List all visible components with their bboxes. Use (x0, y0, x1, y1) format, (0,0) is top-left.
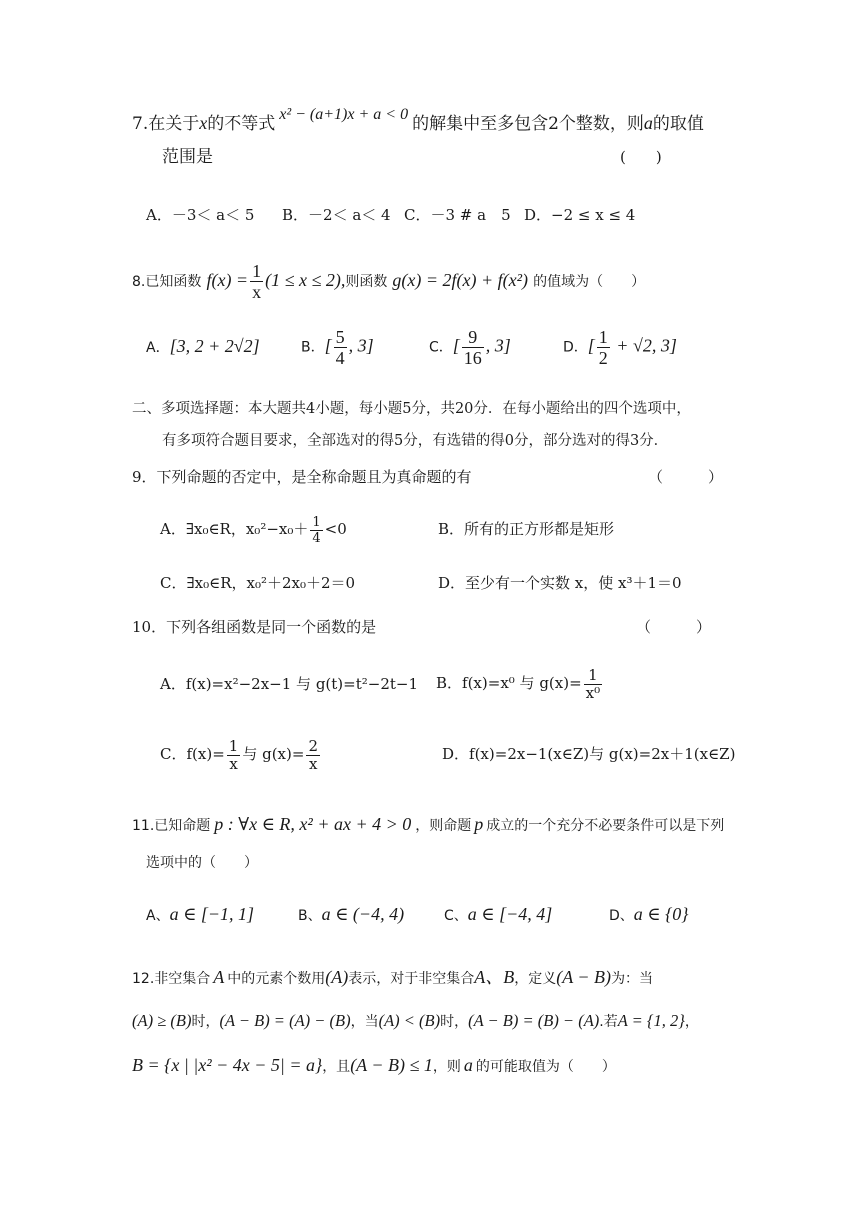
q9-answer-paren: （ ） (648, 468, 724, 486)
option-text: f(x)=2x−1(x∈Z)与 g(x)=2x＋1(x∈Z) (469, 745, 736, 763)
q8-b-fraction (334, 328, 347, 367)
option-label: D． (524, 206, 552, 224)
option-text: a ∈ (−4, 4) (321, 904, 405, 924)
option-text: + √2, 3] (611, 335, 677, 356)
option-label: A、 (146, 908, 170, 924)
q8-option-c (429, 328, 511, 367)
q12-math: A = {1, 2} (617, 1011, 685, 1030)
option-label: B． (301, 339, 325, 356)
fraction-denominator: 16 (463, 348, 482, 368)
q11-option-a (146, 903, 254, 927)
option-text: －2＜ a＜ 4 (308, 206, 391, 224)
q12-text: .若 (599, 1014, 618, 1030)
fraction-numerator: 2 (308, 736, 318, 755)
q8-g-expr: g(x) = 2f(x) + f(x²) (392, 270, 529, 290)
q10-option-c (160, 734, 322, 774)
fraction-denominator: 4 (335, 348, 345, 368)
option-label: D、 (609, 908, 634, 924)
fraction-numerator: 9 (462, 328, 484, 348)
q12-text: 12.非空集合 (132, 971, 211, 987)
option-label: A． (146, 340, 170, 356)
q11-option-d (609, 903, 689, 927)
option-text: a ∈ [−4, 4] (467, 904, 553, 924)
q12-text: ，定义 (514, 971, 557, 987)
q9-option-d (438, 572, 682, 594)
fraction-numerator: 5 (335, 327, 345, 347)
option-text: , 3] (485, 335, 511, 356)
q11-option-b (298, 903, 404, 927)
option-text: a ∈ {0} (633, 904, 689, 924)
option-text: 所有的正方形都是矩形 (464, 520, 615, 538)
fraction-numerator: 1 (252, 261, 262, 281)
q12-line1 (132, 965, 653, 991)
q9-stem: 9．下列命题的否定中，是全称命题且为真命题的有 (132, 468, 472, 486)
option-text: [3, 2 + 2√2] (169, 336, 260, 356)
q12-text: 时， (440, 1014, 469, 1030)
option-label: B、 (298, 908, 322, 924)
q8-option-a (146, 335, 260, 359)
q12-line3 (132, 1053, 616, 1079)
q9-a-fraction (310, 516, 322, 545)
q12-math: (A − B) = (B) − (A) (468, 1011, 600, 1030)
q8-line (132, 262, 645, 301)
q7-line2: 范围是 (162, 147, 213, 167)
option-text: ∃x₀∈R，x₀²−x₀＋ (185, 520, 309, 538)
q10-option-d (442, 743, 735, 765)
q10-b-fraction (584, 665, 602, 702)
q10-option-b (436, 663, 604, 703)
q7-text: 的取值 (652, 114, 704, 134)
section2-line1: 二、多项选择题：本大题共4小题，每小题5分，共20分．在每小题给出的四个选项中， (132, 401, 691, 417)
q12-text: 的可能取值为（ ） (475, 1059, 616, 1075)
q12-math: (A − B) = (A) − (B) (219, 1011, 351, 1030)
option-text: f(x)=x⁰ 与 g(x)= (462, 674, 582, 692)
q7-text: 的解集中至多包含2个整数，则 (412, 114, 644, 134)
q8-domain: (1 ≤ x ≤ 2), (265, 270, 346, 290)
option-text: a ∈ [−1, 1] (169, 904, 255, 924)
q12-math: A (213, 967, 225, 987)
option-label: B． (436, 674, 463, 692)
q7-answer-paren: ( ) (620, 148, 662, 166)
option-text: －3＜ a＜ 5 (171, 206, 255, 224)
q10-c-fraction1 (227, 736, 241, 773)
q7-option-b (282, 204, 391, 226)
fraction-denominator: 2 (598, 348, 608, 368)
option-text: 至少有一个实数 x，使 x³＋1＝0 (465, 574, 682, 592)
q12-text: ，且 (322, 1059, 351, 1075)
section2-line2: 有多项符合题目要求，全部选对的得5分，有选错的得0分，部分选对的得3分． (162, 433, 669, 449)
option-text: −2 ≤ x ≤ 4 (551, 206, 636, 224)
q7-text: 的不等式 (207, 114, 276, 134)
q12-math: A、B (474, 967, 515, 987)
q12-math: a (463, 1055, 473, 1075)
q7-var-a: a (643, 113, 653, 133)
q12-text: 中的元素个数用 (227, 971, 326, 987)
q7-inequality: x² − (a+1)x + a < 0 (279, 106, 409, 123)
q8-option-b (301, 328, 374, 367)
option-label: D． (442, 745, 470, 763)
fraction-denominator: x (308, 754, 318, 773)
q8-d-fraction (597, 328, 610, 367)
q9-option-a (160, 514, 347, 545)
q11-text: ，则命题 (415, 818, 472, 834)
fraction-numerator: 1 (584, 668, 602, 685)
option-text: , 3] (348, 335, 374, 356)
q10-answer-paren: （ ） (636, 618, 712, 636)
option-label: B． (282, 206, 309, 224)
fraction-numerator: 1 (312, 514, 321, 530)
fraction-denominator: x⁰ (585, 683, 601, 702)
option-label: A． (160, 520, 186, 538)
option-text: 与 g(x)= (242, 745, 305, 763)
q8-text: 则函数 (345, 274, 388, 290)
option-label: C、 (444, 908, 468, 924)
q11-option-c (444, 903, 552, 927)
q9-option-c (160, 572, 355, 594)
q12-math: B = {x | |x² − 4x − 5| = a} (132, 1055, 323, 1075)
q7-option-c (404, 204, 511, 226)
q7-option-a (146, 204, 254, 226)
q8-option-d (563, 328, 677, 367)
q9-option-b (438, 518, 614, 540)
option-label: D． (563, 339, 588, 356)
q8-text: 的值域为（ ） (533, 274, 646, 290)
q10-c-fraction2 (306, 736, 320, 773)
option-label: B． (438, 520, 465, 538)
q8-f-lhs: f(x) = (206, 270, 249, 290)
fraction-numerator: 1 (228, 736, 239, 755)
q7-var-x: x (199, 113, 208, 133)
option-text: [ (452, 335, 460, 356)
q12-math: (A − B) ≤ 1 (350, 1055, 433, 1075)
q11-text: 成立的一个充分不必要条件可以是下列 (486, 818, 725, 834)
q11-line1 (132, 812, 724, 838)
q12-text: ，当 (350, 1014, 379, 1030)
q11-text: 11.已知命题 (132, 818, 211, 834)
option-text: f(x)=x²−2x−1 与 g(t)=t²−2t−1 (185, 675, 419, 693)
q12-text: ，则 (432, 1059, 461, 1075)
q12-text: 时， (191, 1014, 220, 1030)
option-text: f(x)= (186, 745, 225, 763)
option-text: <0 (324, 520, 347, 538)
option-text: [ (324, 335, 332, 356)
q12-line2 (132, 1009, 699, 1034)
q8-text: 8.已知函数 (132, 274, 202, 290)
q11-proposition: p : ∀x ∈ R, x² + ax + 4 > 0 (214, 814, 412, 834)
fraction-denominator: x (252, 282, 262, 302)
option-label: A． (160, 675, 186, 693)
q12-math: (A) ≥ (B) (132, 1011, 192, 1030)
q12-text: ， (684, 1014, 699, 1030)
q7-option-d (524, 204, 635, 226)
q7-text: 7.在关于 (132, 114, 200, 134)
option-text: ∃x₀∈R，x₀²＋2x₀＋2＝0 (186, 574, 356, 592)
fraction-denominator: 4 (312, 530, 321, 546)
q11-var-p: p (474, 814, 484, 834)
fraction-numerator: 1 (598, 327, 608, 347)
q12-math: (A) < (B) (378, 1011, 441, 1030)
q12-math: (A) (325, 967, 349, 987)
q10-option-a (160, 673, 418, 695)
q12-text: 表示，对于非空集合 (348, 971, 475, 987)
q12-math: (A − B) (556, 967, 612, 987)
fraction-denominator: x (229, 754, 238, 773)
q11-line2: 选项中的（ ） (146, 855, 258, 871)
option-label: C． (404, 206, 431, 224)
option-label: D． (438, 574, 466, 592)
option-text: [ (587, 335, 595, 356)
option-label: C． (160, 574, 187, 592)
q8-c-fraction (462, 328, 484, 367)
q10-stem: 10．下列各组函数是同一个函数的是 (132, 618, 377, 636)
q8-fraction (250, 262, 263, 301)
option-label: C． (160, 745, 187, 763)
option-label: A． (146, 206, 172, 224)
q7-line1 (132, 106, 704, 137)
option-label: C． (429, 339, 453, 356)
option-text: －3 # a 5 (430, 206, 511, 224)
q12-text: 为：当 (611, 971, 654, 987)
